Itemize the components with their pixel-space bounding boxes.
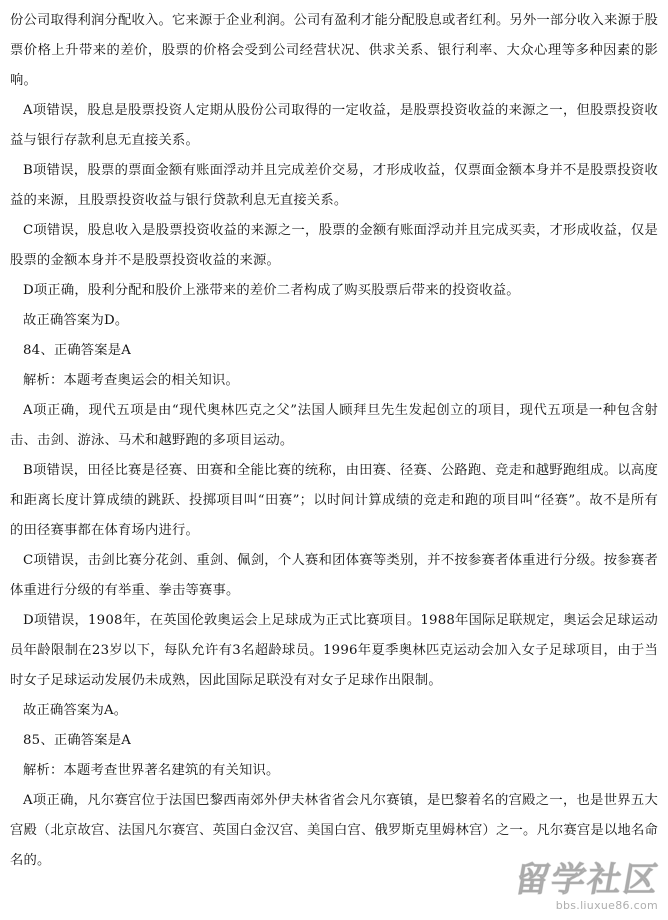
paragraph-85-analysis: 解析：本题考查世界著名建筑的有关知识。 — [23, 763, 280, 778]
paragraph-84-option-d: D项错误，1908年，在英国伦敦奥运会上足球成为正式比赛项目。1988年国际足联规定，奥运会足球运动员年龄限制在23岁以下，每队允许有3名超龄球员。1996年夏季奥林匹克运动会加入女子足球项目，由于当时女子足球运动发展仍未成熟，因此国际足联没有对女子足球作出限制。 — [10, 613, 658, 688]
paragraph-83-option-d: D项正确，股利分配和股价上涨带来的差价二者构成了购买股票后带来的投资收益。 — [23, 283, 520, 298]
paragraph-84-analysis: 解析：本题考查奥运会的相关知识。 — [23, 373, 239, 388]
paragraph-83-option-b: B项错误，股票的票面金额有账面浮动并且完成差价交易，才形成收益，仅票面金额本身并不是股票投资收益的来源，且股票投资收益与银行贷款利息无直接关系。 — [10, 163, 658, 208]
paragraph-84-option-c: C项错误，击剑比赛分花剑、重剑、佩剑，个人赛和团体赛等类别，并不按参赛者体重进行分级。按参赛者体重进行分级的有举重、拳击等赛事。 — [10, 553, 658, 598]
paragraph-84-conclusion: 故正确答案为A。 — [23, 703, 128, 718]
watermark-url: bbs.liuxue86.com — [555, 899, 658, 912]
paragraph-85-answer: 85、正确答案是A — [23, 733, 132, 748]
paragraph-84-option-b: B项错误，田径比赛是径赛、田赛和全能比赛的统称，由田赛、径赛、公路跑、竞走和越野跑组成。以高度和距离长度计算成绩的跳跃、投掷项目叫“田赛”；以时间计算成绩的竞走和跑的项目叫“径赛”。故不是所有的田径赛事都在体育场内进行。 — [10, 463, 658, 538]
paragraph-84-option-a: A项正确，现代五项是由“现代奥林匹克之父”法国人顾拜旦先生发起创立的项目，现代五项是一种包含射击、击剑、游泳、马术和越野跑的多项目运动。 — [10, 403, 658, 448]
paragraph-83-conclusion: 故正确答案为D。 — [23, 313, 129, 328]
paragraph-83-option-a: A项错误，股息是股票投资人定期从股份公司取得的一定收益，是股票投资收益的来源之一，但股票投资收益与银行存款利息无直接关系。 — [10, 103, 658, 148]
paragraph-83-option-c: C项错误，股息收入是股票投资收益的来源之一，股票的金额有账面浮动并且完成买卖，才形成收益，仅是股票的金额本身并不是股票投资收益的来源。 — [10, 223, 658, 268]
paragraph-84-answer: 84、正确答案是A — [23, 343, 132, 358]
watermark-brand: 留学社区 — [511, 860, 663, 900]
paragraph-85-option-a: A项正确，凡尔赛宫位于法国巴黎西南郊外伊夫林省省会凡尔赛镇，是巴黎着名的宫殿之一，也是世界五大宫殿（北京故宫、法国凡尔赛宫、英国白金汉宫、美国白宫、俄罗斯克里姆林宫）之一。凡尔赛宫是以地名命名的。 — [10, 793, 658, 868]
paragraph-stock-income-intro: 份公司取得利润分配收入。它来源于企业利润。公司有盈利才能分配股息或者红利。另外一部分收入来源于股票价格上升带来的差价，股票的价格会受到公司经营状况、供求关系、银行利率、大众心理等多种因素的影响。 — [10, 13, 658, 88]
